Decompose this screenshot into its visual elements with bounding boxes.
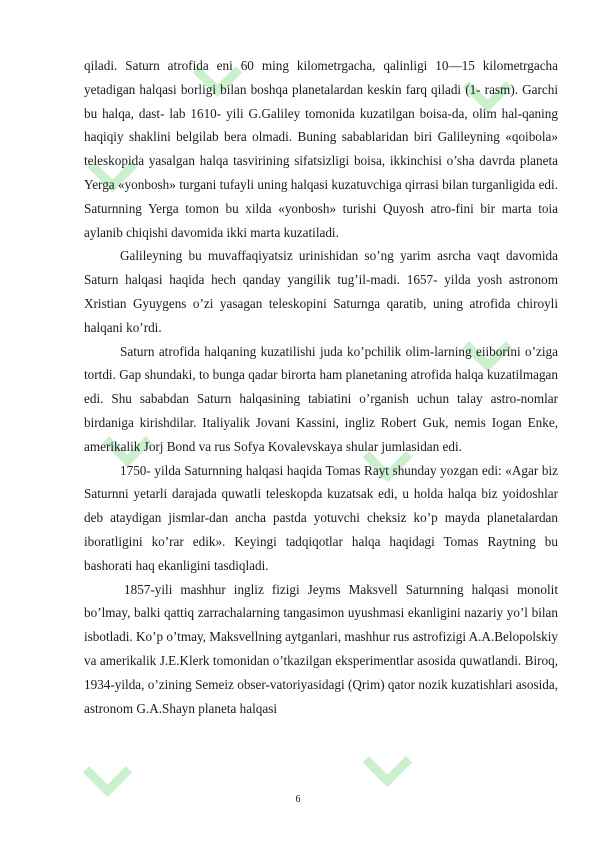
page-number: 6 [295, 794, 301, 805]
paragraph-3: Saturn atrofida halqaning kuzatilishi juda ko’pchilik olim-larning eiiborini o’ziga tortdi. Gap shundaki, to bunga qadar birorta ham planetaning atrofida halqa kuzatilmagan edi. Shu sababdan Saturn halqasining tabiatini o’rganish uchun talay astro-nomlar birdaniga kirishdilar. Italiyalik Jovani Kassini, ingliz Robert Guk, nemis Iogan Enke, amerikalik Jorj Bond va rus Sofya Kovalevskaya shular jumlasidan edi. [84, 343, 558, 454]
paragraph-4: 1750- yilda Saturnning halqasi haqida Tomas Rayt shunday yozgan edi: «Agar biz Saturnni yetarli darajada quwatli teleskopda kuzatsak edi, u holda halqa biz yoidoshlar deb ataydigan jismlar-dan ancha pastda yotuvchi cheksiz ko’p mayda planetalardan iboratligini ko’rar edik». Keyingi tadqiqotlar halqa haqidagi Tomas Raytning bu bashorati haq ekanligini tasdiqladi. [84, 462, 558, 573]
watermark-logo [363, 738, 412, 787]
paragraph-1: qiladi. Saturn atrofida eni 60 ming kilometrgacha, qalinligi 10—15 kilometrgacha yetadigan halqasi borligi bilan boshqa planetalardan keskin farq qiladi (1- rasm). Garchi bu halqa, dast- lab 1610- yili G.Galiley tomonida kuzatilgan boisa-da, olim hal-qaning haqiqiy shaklini belgilab bera olmadi. Buning sabablaridan biri Galileyning «qoibola» teleskopida yasalgan halqa tasvirining sifatsizligi boisa, ikkinchisi o’sha davrda planeta Yerga «yonbosh» turgani tufayli uning halqasi kuzatuvchiga qirrasi bilan turganligida edi. Saturnning Yerga tomon bu xilda «yonbosh» turishi Quyosh atro-fini bir marta toia aylanib chiqishi davomida ikki marta kuzatiladi. [84, 58, 558, 240]
paragraph-2: Galileyning bu muvaffaqiyatsiz urinishidan so’ng yarim asrcha vaqt davomida Saturn halqasi haqida hech qanday yangilik tug’il-madi. 1657- yilda yosh astronom Xristian Gyuygens o’zi yasagan teleskopini Saturnga qaratib, uning atrofida chiroyli halqani ko’rdi. [84, 248, 558, 335]
paragraph-5: 1857-yili mashhur ingliz fizigi Jeyms Maksvell Saturnning halqasi monolit bo’lmay, balki qattiq zarrachalarning tangasimon uyushmasi ekanligini nazariy yo’l bilan isbotladi. Ko’p o’tmay, Maksvellning aytganlari, mashhur rus astrofizigi A.A.Belopolskiy va amerikalik J.E.Klerk tomonidan o’tkazilgan eksperimentlar asosida quwatlandi. Biroq, 1934-yilda, o’zining Semeiz obser-vatoriyasidagi (Qrim) qator nozik kuzatishlari asosida, astronom G.A.Shayn planeta halqasi [84, 581, 558, 716]
watermark-logo [83, 748, 132, 797]
body-text [84, 54, 558, 720]
